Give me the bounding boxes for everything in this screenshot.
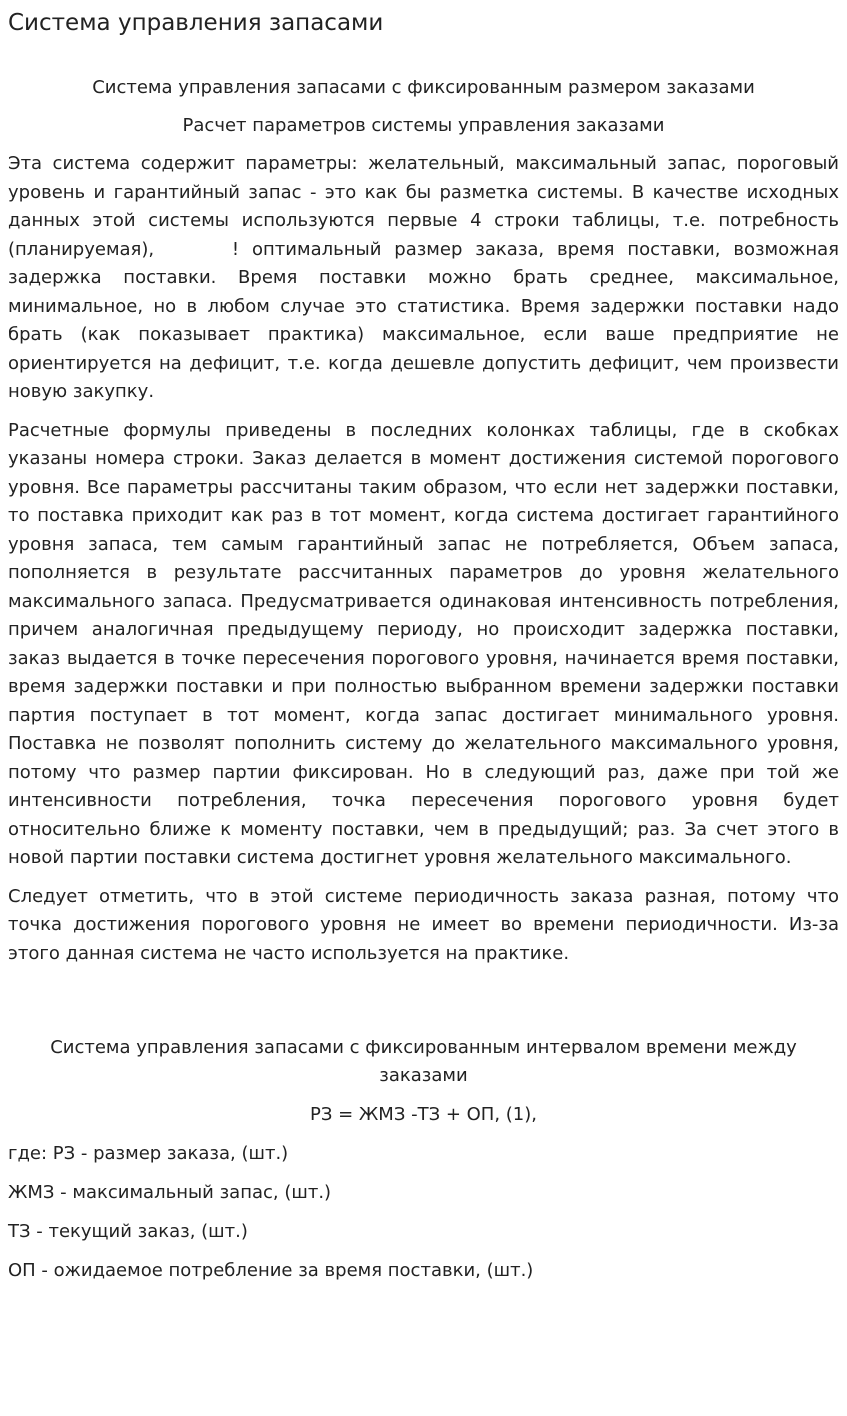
- paragraph-1: [8, 150, 839, 407]
- formula: РЗ = ЖМЗ -ТЗ + ОП, (1),: [309, 1104, 538, 1125]
- definition-item: где: РЗ - размер заказа, (шт.): [8, 1143, 289, 1164]
- paragraph-2: Расчетные формулы приведены в последних колонках таблицы, где в скобках указаны номера строки. Заказ делается в момент достижения системой порогового уровня. Все параметры рассчитаны таким образом, что если нет задержки поставки, то поставка приходит как раз в тот момент, когда система достигает гарантийного уровня запаса, тем самым гарантийный запас не потребляется, Объем запаса, пополняется в результате рассчитанных параметров до уровня желательного максимального запаса. Предусматривается одинаковая интенсивность потребления, причем аналогичная предыдущему периоду, но происходит задержка поставки, заказ выдается в точке пересечения порогового уровня, начинается время поставки, время задержки поставки и при полностью выбранном времени задержки поставки партия поступает в тот момент, когда запас достигает минимального уровня. Поставка не позволят пополнить систему до желательного максимального уровня, потому что размер партии фиксирован. Но в следующий раз, даже при той же интенсивности потребления, точка пересечения порогового уровня будет относительно ближе к моменту поставки, чем в предыдущий; раз. За счет этого в новой партии поставки система достигнет уровня желательного максимального.: [8, 419, 839, 868]
- paragraph-1-part-1: Эта система содержит параметры: желательный, максимальный запас, пороговый уровень и гарантийный запас - это как бы разметка системы. В качестве исходных данных этой системы используются первые 4 строки таблицы, т.е. потребность (планируемая),: [8, 153, 839, 260]
- definition-item: ТЗ - текущий заказ, (шт.): [8, 1221, 248, 1242]
- paragraph-3: Следует отметить, что в этой системе периодичность заказа разная, потому что точка достижения порогового уровня не имеет во времени периодичности. Из-за этого данная система не часто используется на практике.: [8, 885, 839, 964]
- paragraph-1-part-2: ! оптимальный размер заказа, время поставки, возможная задержка поставки. Время поставки можно брать среднее, максимальное, минимальное, но в любом случае это статистика. Время задержки поставки надо брать (как показывает практика) максимальное, если ваше предприятие не ориентируется на дефицит, т.е. когда дешевле допустить дефицит, чем произвести новую закупку.: [8, 238, 839, 402]
- section1-subheading: Расчет параметров системы управления заказами: [182, 115, 665, 136]
- page-title: Система управления запасами: [8, 10, 384, 36]
- section2-heading: Система управления запасами с фиксированным интервалом времени между заказами: [50, 1037, 797, 1086]
- section1-heading: Система управления запасами с фиксированным размером заказами: [92, 77, 755, 98]
- definition-item: ЖМЗ - максимальный запас, (шт.): [8, 1182, 332, 1203]
- definition-item: ОП - ожидаемое потребление за время поставки, (шт.): [8, 1260, 534, 1281]
